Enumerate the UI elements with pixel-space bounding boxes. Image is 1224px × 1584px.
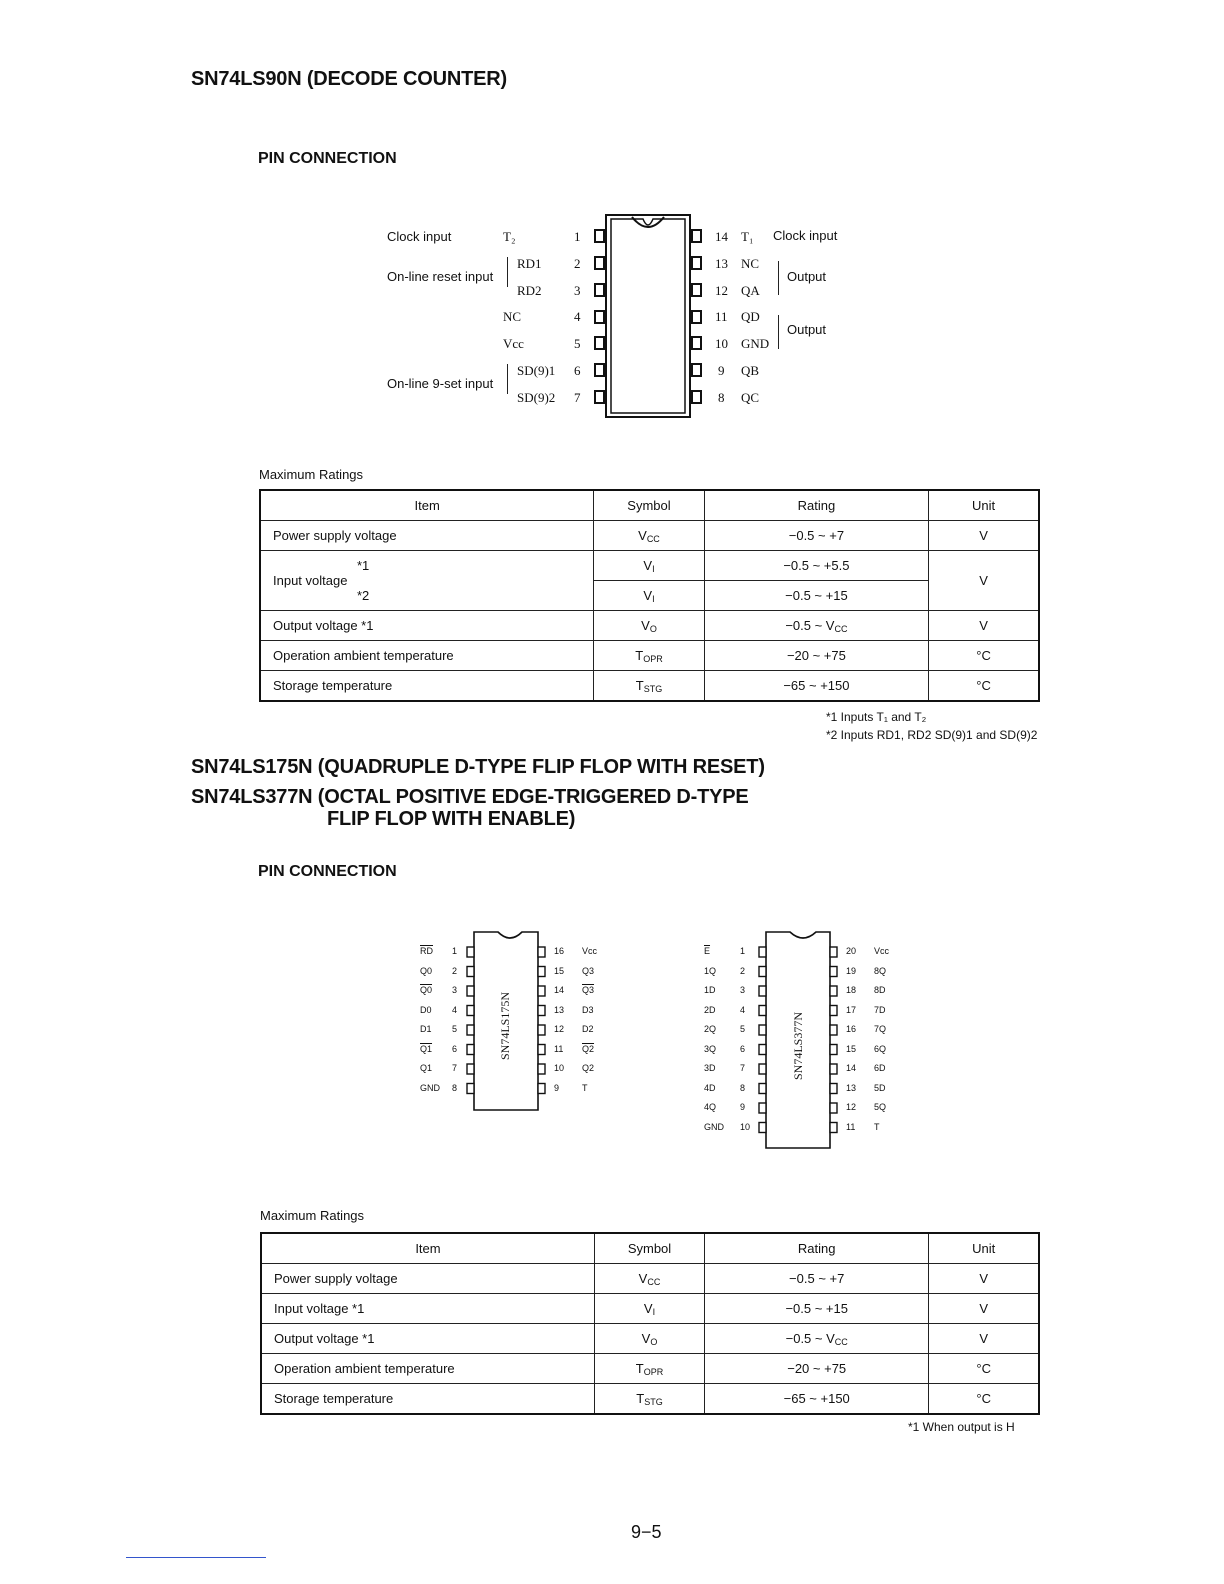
pin-stub [538, 967, 545, 977]
footnote-2: *2 Inputs RD1, RD2 SD(9)1 and SD(9)2 [826, 728, 1038, 742]
set9-input-label: On-line 9-set input [387, 376, 494, 391]
pin-name: QB [741, 363, 760, 378]
cell-symbol: $V_I$ [594, 581, 704, 611]
pin-number: 7 [740, 1063, 746, 1073]
pin-number: 14 [554, 985, 565, 995]
cell-symbol: $T_{OPR}$ [594, 641, 704, 671]
pin-name: RD1 [517, 256, 542, 271]
pin-name: 5D [874, 1082, 886, 1093]
pin-stub [759, 947, 766, 957]
cell-rating: −65 ~ +150 [704, 671, 929, 702]
pin-number: 16 [846, 1024, 857, 1034]
cell-symbol: $V_I$ [594, 551, 704, 581]
pin-number: 15 [846, 1043, 857, 1054]
pin-name: QC [741, 390, 760, 405]
pin-number: 12 [554, 1024, 565, 1034]
header-item: Item [260, 490, 594, 521]
pin-number: 2 [452, 965, 458, 976]
pin-number: 4 [452, 1004, 458, 1015]
section2-pin-heading: PIN CONNECTION [258, 863, 397, 880]
pin-name: 6Q [874, 1043, 887, 1054]
pin-name: SD(9)1 [517, 363, 556, 378]
pin-name: Q2 [582, 1043, 595, 1054]
pin-name: 3D [704, 1063, 716, 1073]
output-bracket-1 [778, 261, 779, 295]
pin-name: 4Q [704, 1102, 717, 1112]
pin-number: 9 [554, 1082, 560, 1093]
pin-name: GND [704, 1121, 724, 1132]
pin-name: T [874, 1121, 880, 1132]
pin-stub [830, 1025, 837, 1035]
pin-number: 11 [846, 1121, 856, 1132]
pin-number: 8 [718, 390, 725, 405]
pin-stub [759, 1103, 766, 1113]
ratings-table-2 [260, 1232, 1040, 1415]
pin-stub [830, 1045, 837, 1055]
cell-unit: °C [929, 671, 1039, 702]
output-label-2: Output [787, 322, 827, 337]
pin-number: 7 [452, 1063, 458, 1073]
pin-name: $\overline{RD}$ [420, 946, 433, 956]
pin-number: 1 [740, 946, 746, 956]
pin-stub [538, 1025, 545, 1035]
pin-name: 8D [874, 985, 886, 995]
pin-name: GND [741, 336, 770, 351]
ls175-chip-label: SN74LS175N [498, 991, 512, 1060]
pin-number: 11 [715, 309, 728, 324]
cell-symbol: $T_{STG}$ [594, 671, 704, 702]
pin-name: 2Q [704, 1024, 717, 1034]
table-row [261, 1324, 1039, 1354]
pin-number: 19 [846, 965, 857, 976]
pin-stub [538, 947, 545, 957]
pin-stub [467, 986, 474, 996]
cell-symbol: $V_O$ [594, 1324, 704, 1354]
pin-name: T₁ [741, 229, 754, 244]
output-label-1: Output [787, 269, 827, 284]
pin-stub [467, 947, 474, 957]
cell-item: Output voltage *1 [260, 611, 594, 641]
pin-name: Q0 [420, 965, 433, 976]
footnote-3: *1 When output is H [908, 1420, 1015, 1434]
pin-stub [830, 986, 837, 996]
cell-unit: V [929, 1324, 1039, 1354]
cell-item: Operation ambient temperature [260, 641, 594, 671]
pin-name: T₂ [503, 229, 516, 244]
pin-name: QD [741, 309, 760, 324]
pin-stub [759, 967, 766, 977]
cell-item: *1 Input voltage *2 [260, 551, 594, 611]
cell-unit: V [929, 521, 1039, 551]
pin-name: Q0 [420, 985, 433, 995]
cell-rating: −0.5 ~ $V_{CC}$ [705, 1324, 929, 1354]
ratings-caption-1: Maximum Ratings [259, 467, 364, 482]
pin-name: $\overline{E}$ [704, 946, 711, 956]
cell-unit: V [929, 611, 1039, 641]
ls377-chip-outline [700, 928, 920, 1158]
cell-symbol: $V_O$ [594, 611, 704, 641]
pin-name: D2 [582, 1024, 594, 1034]
cell-rating: −20 ~ +75 [705, 1354, 929, 1384]
pin-number: 1 [452, 946, 458, 956]
output-bracket-2 [778, 315, 779, 349]
pin-stub [467, 1025, 474, 1035]
reset-input-label: On-line reset input [387, 269, 494, 284]
pin-name: Q3 [582, 965, 595, 976]
pin-name: 8Q [874, 965, 887, 976]
section2-title-line1: SN74LS175N (QUADRUPLE D-TYPE FLIP FLOP WITH RESET) [191, 756, 765, 778]
cell-unit: V [929, 1264, 1039, 1294]
cell-symbol: $V_{CC}$ [594, 521, 704, 551]
cell-unit: °C [929, 1384, 1039, 1415]
pin-name: SD(9)2 [517, 390, 556, 405]
cell-unit: °C [929, 1354, 1039, 1384]
pin-name: 6D [874, 1063, 886, 1073]
pin-stub [759, 1123, 766, 1133]
table-row [261, 1354, 1039, 1384]
footnote-1: *1 Inputs T₁ and T₂ [826, 710, 927, 724]
cell-item: Power supply voltage [260, 521, 594, 551]
pin-number: 20 [846, 946, 857, 956]
header-unit: Unit [929, 490, 1039, 521]
pin-number: 5 [574, 336, 581, 351]
cell-rating: −0.5 ~ +7 [705, 1264, 929, 1294]
ls175-pin-diagram [416, 928, 616, 1118]
table-row [261, 1264, 1039, 1294]
pin-number: 11 [554, 1043, 564, 1054]
pin-number: 10 [554, 1063, 565, 1073]
pin-stub [759, 1084, 766, 1094]
table-row [260, 611, 1039, 641]
clock-input-label-left: Clock input [387, 229, 452, 244]
pin-name: 4D [704, 1082, 716, 1093]
pin-name: D0 [420, 1004, 432, 1015]
page-number: 9−5 [631, 1522, 662, 1542]
pin-number: 3 [452, 985, 458, 995]
pin-stub [830, 1006, 837, 1016]
pin-number: 16 [554, 946, 565, 956]
pin-number: 2 [740, 965, 746, 976]
cell-symbol: $T_{OPR}$ [594, 1354, 704, 1384]
pin-name: Vcc [503, 336, 524, 351]
set9-bracket [507, 364, 508, 394]
pin-stub [759, 1045, 766, 1055]
cell-rating: −0.5 ~ +5.5 [704, 551, 929, 581]
pin-name: Q2 [582, 1063, 595, 1073]
cell-symbol: $T_{STG}$ [594, 1384, 704, 1415]
pin-number: 4 [740, 1004, 746, 1015]
pin-stub [467, 1006, 474, 1016]
section2-title-line3: FLIP FLOP WITH ENABLE) [327, 808, 576, 830]
pin-stub [538, 1084, 545, 1094]
pin-stub [467, 967, 474, 977]
pin-number: 6 [574, 363, 581, 378]
header-symbol: Symbol [594, 490, 704, 521]
pin-stub [830, 1064, 837, 1074]
pin-number: 12 [846, 1102, 857, 1112]
cell-rating: −20 ~ +75 [704, 641, 929, 671]
pin-number: 12 [715, 283, 728, 298]
cell-symbol: $V_{CC}$ [594, 1264, 704, 1294]
pin-name: 5Q [874, 1102, 887, 1112]
pin-number: 5 [740, 1024, 746, 1034]
ratings-table-1 [259, 489, 1040, 702]
clock-input-label-right: Clock input [773, 228, 838, 243]
pin-stub [538, 1064, 545, 1074]
pin-name: 7D [874, 1004, 886, 1015]
pin-name: 7Q [874, 1024, 887, 1034]
cell-rating: −65 ~ +150 [705, 1384, 929, 1415]
pin-number: 5 [452, 1024, 458, 1034]
header-rating: Rating [704, 490, 929, 521]
pin-number: 14 [715, 229, 728, 244]
table-row [260, 521, 1039, 551]
header-rating: Rating [705, 1233, 929, 1264]
cell-item: Output voltage *1 [261, 1324, 594, 1354]
pin-name: 1D [704, 985, 716, 995]
pin-stub [830, 1123, 837, 1133]
pin-stub [467, 1064, 474, 1074]
pin-name: Q3 [582, 985, 595, 995]
table-header-row [261, 1233, 1039, 1264]
cell-item: Operation ambient temperature [261, 1354, 594, 1384]
pin-number: 8 [452, 1082, 458, 1093]
table-row [260, 551, 1039, 581]
pin-number: 9 [740, 1102, 746, 1112]
pin-number: 6 [740, 1043, 746, 1054]
pin-number: 10 [715, 336, 728, 351]
ls377-chip-label: SN74LS377N [791, 1011, 805, 1080]
pin-name: Vcc [874, 946, 890, 956]
pin-name: RD2 [517, 283, 542, 298]
pin-stub [830, 947, 837, 957]
pin-name: NC [503, 309, 522, 324]
pin-stub [830, 1103, 837, 1113]
pin-stub [467, 1084, 474, 1094]
cell-rating: −0.5 ~ +15 [704, 581, 929, 611]
table-header-row [260, 490, 1039, 521]
header-unit: Unit [929, 1233, 1039, 1264]
pin-number: 15 [554, 965, 565, 976]
table-row [260, 641, 1039, 671]
pin-number: 6 [452, 1043, 458, 1054]
cell-unit: V [929, 551, 1039, 611]
pin-number: 2 [574, 256, 581, 271]
pin-number: 3 [574, 283, 581, 298]
pin-name: Q1 [420, 1043, 433, 1054]
pin-stub [467, 1045, 474, 1055]
pin-number: 7 [574, 390, 581, 405]
pin-stub [759, 1064, 766, 1074]
table-row [260, 671, 1039, 702]
section1-pin-heading: PIN CONNECTION [258, 150, 397, 167]
cell-rating: −0.5 ~ $V_{CC}$ [704, 611, 929, 641]
cell-item: Power supply voltage [261, 1264, 594, 1294]
pin-stub [538, 986, 545, 996]
pin-number: 13 [846, 1082, 857, 1093]
cell-item: Storage temperature [260, 671, 594, 702]
pin-name: D1 [420, 1024, 432, 1034]
ratings-caption-2: Maximum Ratings [260, 1208, 365, 1223]
pin-number: 14 [846, 1063, 857, 1073]
cell-item: Storage temperature [261, 1384, 594, 1415]
pin-name: NC [741, 256, 760, 271]
pin-number: 3 [740, 985, 746, 995]
pin-stub [538, 1006, 545, 1016]
header-symbol: Symbol [594, 1233, 704, 1264]
pin-name: GND [420, 1082, 440, 1093]
pin-stub [759, 1006, 766, 1016]
pin-stub [830, 1084, 837, 1094]
pin-stub [830, 967, 837, 977]
ls90-pin-diagram [380, 205, 860, 425]
pin-name: T [582, 1082, 588, 1093]
header-item: Item [261, 1233, 594, 1264]
table-row [261, 1294, 1039, 1324]
pin-number: 13 [554, 1004, 565, 1015]
pin-stub [759, 1025, 766, 1035]
cell-item: Input voltage *1 [261, 1294, 594, 1324]
pin-stub [759, 986, 766, 996]
table-row [261, 1384, 1039, 1415]
pin-number: 10 [740, 1121, 751, 1132]
cell-rating: −0.5 ~ +7 [704, 521, 929, 551]
pin-name: Vcc [582, 946, 598, 956]
pin-number: 1 [574, 229, 581, 244]
cell-unit: °C [929, 641, 1039, 671]
section1-title: SN74LS90N (DECODE COUNTER) [191, 68, 507, 90]
pin-number: 4 [574, 309, 581, 324]
pin-number: 9 [718, 363, 725, 378]
pin-name: QA [741, 283, 760, 298]
cell-rating: −0.5 ~ +15 [705, 1294, 929, 1324]
pin-number: 18 [846, 985, 857, 995]
pin-number: 8 [740, 1082, 746, 1093]
section2-title-line2: SN74LS377N (OCTAL POSITIVE EDGE-TRIGGERED D-TYPE [191, 786, 749, 808]
pin-name: D3 [582, 1004, 594, 1015]
pin-name: Q1 [420, 1063, 433, 1073]
cell-symbol: $V_I$ [594, 1294, 704, 1324]
reset-bracket [507, 257, 508, 287]
ls377-pin-diagram [700, 928, 920, 1158]
pin-number: 13 [715, 256, 728, 271]
pin-number: 17 [846, 1004, 857, 1015]
pin-stub [538, 1045, 545, 1055]
pin-name: 2D [704, 1004, 716, 1015]
pin-name: 3Q [704, 1043, 717, 1054]
bottom-rule [126, 1557, 266, 1558]
pin-name: 1Q [704, 965, 717, 976]
cell-unit: V [929, 1294, 1039, 1324]
